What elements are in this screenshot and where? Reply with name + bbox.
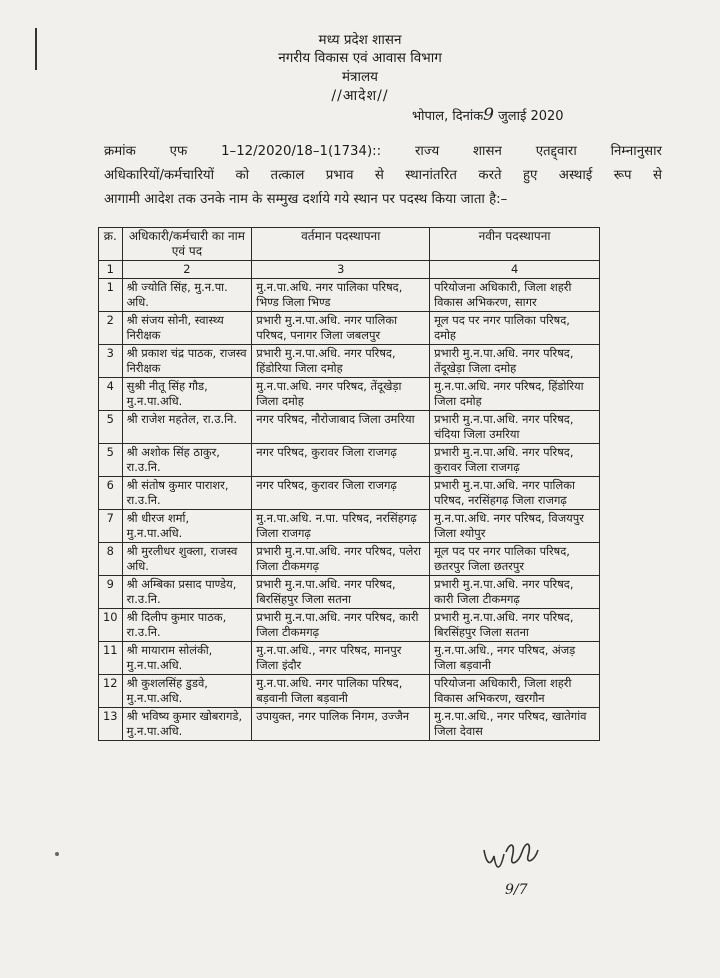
cell-new: मूल पद पर नगर पालिका परिषद, छतरपुर जिला छतरपुर	[430, 543, 600, 576]
cell-name: श्री धीरज शर्मा, मु.न.पा.अधि.	[122, 510, 252, 543]
table-row	[99, 708, 600, 741]
col-number: 4	[430, 261, 600, 279]
cell-name: श्री संजय सोनी, स्वास्थ्य निरीक्षक	[122, 312, 252, 345]
cell-new: प्रभारी मु.न.पा.अधि. नगर परिषद, चंदिया जिला उमरिया	[430, 411, 600, 444]
cell-sn: 2	[99, 312, 123, 345]
dateline-prefix: भोपाल, दिनांक	[412, 109, 484, 124]
cell-current: उपायुक्त, नगर पालिक निगम, उज्जैन	[252, 708, 430, 741]
cell-new: मु.न.पा.अधि. नगर परिषद, हिंडोरिया जिला दमोह	[430, 378, 600, 411]
table-row	[99, 312, 600, 345]
header-department: नगरीय विकास एवं आवास विभाग	[278, 50, 442, 66]
cell-new: मूल पद पर नगर पालिका परिषद, दमोह	[430, 312, 600, 345]
cell-current: प्रभारी मु.न.पा.अधि. नगर परिषद, बिरसिंहपुर जिला सतना	[252, 576, 430, 609]
cell-name: सुश्री नीतू सिंह गौड, मु.न.पा.अधि.	[122, 378, 252, 411]
signature-date: 9/7	[505, 882, 528, 898]
cell-name: श्री प्रकाश चंद्र पाठक, राजस्व निरीक्षक	[122, 345, 252, 378]
cell-sn: 8	[99, 543, 123, 576]
cell-name: श्री भविष्य कुमार खोबरागडे, मु.न.पा.अधि.	[122, 708, 252, 741]
dateline-day: 9	[483, 105, 494, 125]
dateline	[412, 105, 564, 125]
cell-name: श्री दिलीप कुमार पाठक, रा.उ.नि.	[122, 609, 252, 642]
cell-name: श्री कुशलसिंह डुडवे, मु.न.पा.अधि.	[122, 675, 252, 708]
header-current: वर्तमान पदस्थापना	[252, 228, 430, 261]
header-name: अधिकारी/कर्मचारी का नाम एवं पद	[122, 228, 252, 261]
table-row	[99, 378, 600, 411]
transfer-table	[98, 227, 600, 741]
cell-new: प्रभारी मु.न.पा.अधि. नगर पालिका परिषद, नरसिंहगढ़ जिला राजगढ़	[430, 477, 600, 510]
table-header-row	[99, 228, 600, 261]
header-order: //आदेश//	[331, 88, 389, 104]
header-government: मध्य प्रदेश शासन	[318, 32, 402, 48]
cell-new: मु.न.पा.अधि., नगर परिषद, खातेगांव जिला देवास	[430, 708, 600, 741]
header-sn: क्र.	[99, 228, 123, 261]
cell-sn: 5	[99, 411, 123, 444]
table-row	[99, 444, 600, 477]
cell-new: मु.न.पा.अधि., नगर परिषद, अंजड़ जिला बड़वानी	[430, 642, 600, 675]
cell-new: प्रभारी मु.न.पा.अधि. नगर परिषद, तेंदूखेड़ा जिला दमोह	[430, 345, 600, 378]
table-row	[99, 642, 600, 675]
table-row	[99, 345, 600, 378]
cell-name: श्री संतोष कुमार पाराशर, रा.उ.नि.	[122, 477, 252, 510]
column-number-row	[99, 261, 600, 279]
cell-new: परियोजना अधिकारी, जिला शहरी विकास अभिकरण, खरगौन	[430, 675, 600, 708]
cell-current: मु.न.पा.अधि. नगर पालिका परिषद, भिण्ड जिला भिण्ड	[252, 279, 430, 312]
cell-new: प्रभारी मु.न.पा.अधि. नगर परिषद, कारी जिला टीकमगढ़	[430, 576, 600, 609]
cell-current: प्रभारी मु.न.पा.अधि. नगर परिषद, कारी जिला टीकमगढ़	[252, 609, 430, 642]
cell-sn: 6	[99, 477, 123, 510]
table-row	[99, 510, 600, 543]
col-number: 1	[99, 261, 123, 279]
cell-current: मु.न.पा.अधि., नगर परिषद, मानपुर जिला इंदौर	[252, 642, 430, 675]
cell-name: श्री ज्योति सिंह, मु.न.पा. अधि.	[122, 279, 252, 312]
cell-current: नगर परिषद, कुरावर जिला राजगढ़	[252, 444, 430, 477]
cell-sn: 12	[99, 675, 123, 708]
cell-new: मु.न.पा.अधि. नगर परिषद, विजयपुर जिला श्योपुर	[430, 510, 600, 543]
col-number: 3	[252, 261, 430, 279]
cell-sn: 13	[99, 708, 123, 741]
cell-current: मु.न.पा.अधि. नगर परिषद, तेंदूखेड़ा जिला दमोह	[252, 378, 430, 411]
cell-sn: 3	[99, 345, 123, 378]
cell-current: मु.न.पा.अधि. नगर पालिका परिषद, बड़वानी जिला बड़वानी	[252, 675, 430, 708]
intro-line: आगामी आदेश तक उनके नाम के सम्मुख दर्शाये गये स्थान पर पदस्थ किया जाता है:–	[104, 192, 508, 207]
table-row	[99, 576, 600, 609]
cell-sn: 11	[99, 642, 123, 675]
cell-sn: 7	[99, 510, 123, 543]
table-row	[99, 411, 600, 444]
cell-sn: 10	[99, 609, 123, 642]
cell-sn: 9	[99, 576, 123, 609]
cell-current: नगर परिषद, नौरोजाबाद जिला उमरिया	[252, 411, 430, 444]
cell-sn: 5	[99, 444, 123, 477]
table-row	[99, 675, 600, 708]
intro-paragraph	[104, 140, 662, 212]
table-row	[99, 477, 600, 510]
cell-current: प्रभारी मु.न.पा.अधि. नगर परिषद, हिंडोरिया जिला दमोह	[252, 345, 430, 378]
table-row	[99, 609, 600, 642]
cell-name: श्री मायाराम सोलंकी, मु.न.पा.अधि.	[122, 642, 252, 675]
col-number: 2	[122, 261, 252, 279]
table-row	[99, 543, 600, 576]
cell-current: प्रभारी मु.न.पा.अधि. नगर पालिका परिषद, पनागर जिला जबलपुर	[252, 312, 430, 345]
cell-name: श्री अशोक सिंह ठाकुर, रा.उ.नि.	[122, 444, 252, 477]
table-row	[99, 279, 600, 312]
header-new: नवीन पदस्थापना	[430, 228, 600, 261]
cell-current: नगर परिषद, कुरावर जिला राजगढ़	[252, 477, 430, 510]
cell-name: श्री राजेश महतेल, रा.उ.नि.	[122, 411, 252, 444]
intro-line: क्रमांक एफ 1–12/2020/18–1(1734):: राज्य शासन एतद्द्वारा निम्नानुसार	[104, 144, 662, 159]
dateline-suffix: जुलाई 2020	[498, 109, 564, 124]
cell-name: श्री अम्बिका प्रसाद पाण्डेय, रा.उ.नि.	[122, 576, 252, 609]
cell-new: प्रभारी मु.न.पा.अधि. नगर परिषद, बिरसिंहपुर जिला सतना	[430, 609, 600, 642]
cell-sn: 4	[99, 378, 123, 411]
cell-sn: 1	[99, 279, 123, 312]
cell-current: मु.न.पा.अधि. न.पा. परिषद, नरसिंहगढ़ जिला राजगढ़	[252, 510, 430, 543]
header-ministry: मंत्रालय	[341, 69, 378, 85]
intro-line: अधिकारियों/कर्मचारियों को तत्काल प्रभाव से स्थानांतरित करते हुए अस्थाई रूप से	[104, 168, 662, 183]
cell-name: श्री मुरलीधर शुक्ला, राजस्व अधि.	[122, 543, 252, 576]
paper-speck	[55, 852, 59, 856]
cell-current: प्रभारी मु.न.पा.अधि. नगर परिषद, पलेरा जिला टीकमगढ़	[252, 543, 430, 576]
cell-new: परियोजना अधिकारी, जिला शहरी विकास अभिकरण, सागर	[430, 279, 600, 312]
cell-new: प्रभारी मु.न.पा.अधि. नगर परिषद, कुरावर जिला राजगढ़	[430, 444, 600, 477]
